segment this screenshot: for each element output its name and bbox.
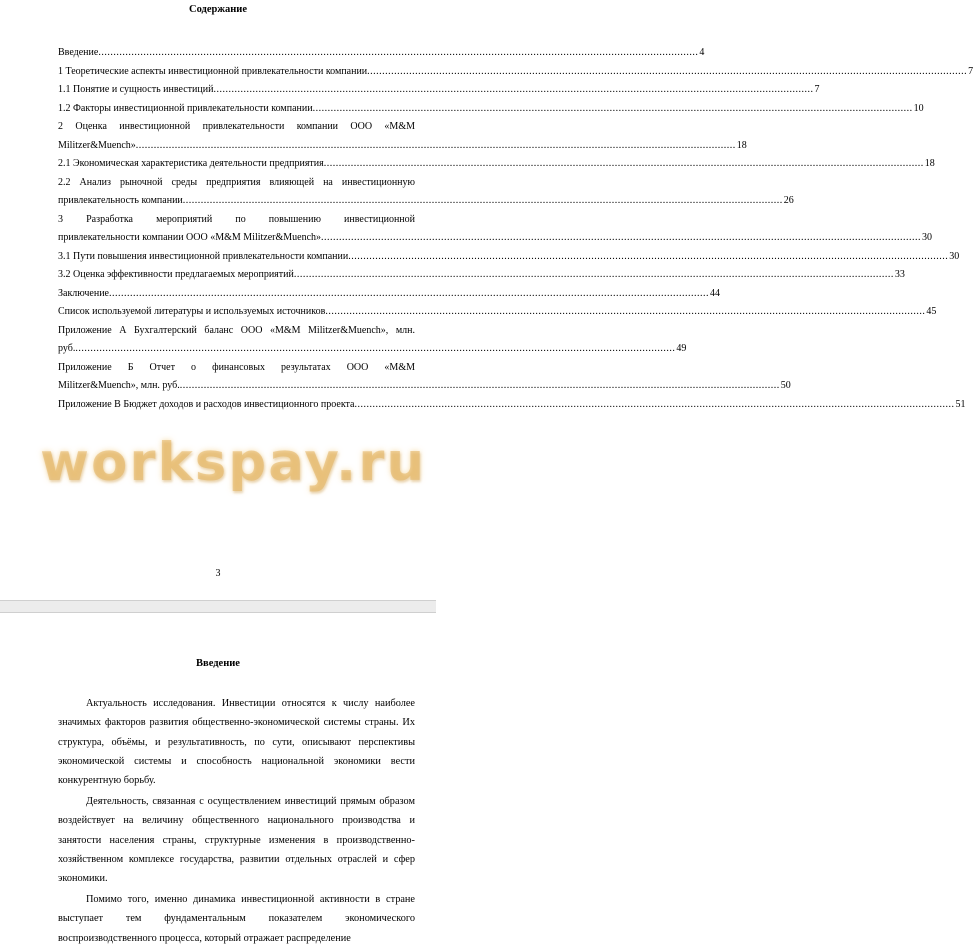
toc-leader-dots: ........................................................................................................................................................................................................ [75, 343, 676, 354]
introduction-body [58, 694, 415, 949]
toc-entry-text: 3.2 Оценка эффективности предлагаемых мероприятий [58, 269, 294, 280]
toc-entry-text: руб. [58, 343, 76, 354]
toc-entry-text: 2.2 Анализ рыночной среды предприятия влияющей на инвестиционную [58, 176, 415, 188]
toc-page-number: 26 [783, 195, 794, 206]
toc-page-number: 30 [949, 250, 960, 262]
toc-entry [58, 155, 935, 174]
introduction-title: Введение [196, 658, 240, 669]
toc-entry-text: 2 Оценка инвестиционной привлекательности компании ООО «M&M [58, 121, 415, 132]
toc-entry-text: Приложение А Бухгалтерский баланс ООО «M&M Militzer&Muench», млн. [58, 324, 415, 336]
toc-entry [58, 396, 966, 415]
toc-leader-dots: ........................................................................................................................................................................................................ [354, 398, 955, 410]
toc-entry-text: 1 Теоретические аспекты инвестиционной привлекательности компании [58, 65, 368, 77]
toc-leader-dots: ........................................................................................................................................................................................................ [98, 47, 699, 58]
toc-entry-text: 2.1 Экономическая характеристика деятельности предприятия [58, 158, 324, 169]
toc-page-number: 4 [699, 47, 705, 58]
table-of-contents [58, 44, 973, 414]
toc-entry [58, 303, 937, 322]
toc-entry [58, 63, 973, 82]
toc-leader-dots: ........................................................................................................................................................................................................ [135, 139, 736, 151]
toc-entry [58, 44, 705, 63]
toc-entry-text: 3.1 Пути повышения инвестиционной привлекательности компании [58, 250, 349, 262]
toc-leader-dots: ........................................................................................................................................................................................................ [312, 102, 913, 114]
toc-leader-dots: ........................................................................................................................................................................................................ [348, 250, 949, 262]
toc-entry-text: Заключение [58, 287, 109, 299]
toc-entry-text: Список используемой литературы и используемых источников [58, 306, 326, 317]
toc-leader-dots: ........................................................................................................................................................................................................ [325, 306, 926, 317]
toc-leader-dots: ........................................................................................................................................................................................................ [182, 195, 783, 206]
toc-entry [58, 359, 791, 396]
toc-leader-dots: ........................................................................................................................................................................................................ [367, 65, 968, 77]
toc-page-number: 49 [676, 343, 687, 354]
toc-entry [58, 174, 794, 211]
toc-entry [58, 100, 924, 119]
toc-entry [58, 211, 933, 248]
toc-entry-text: Приложение В Бюджет доходов и расходов инвестиционного проекта [58, 398, 355, 410]
toc-page-number: 10 [913, 102, 924, 114]
toc-entry-text: Militzer&Muench» [58, 139, 136, 151]
toc-page-number: 33 [894, 269, 905, 280]
toc-entry-text: 3 Разработка мероприятий по повышению инвестиционной [58, 213, 415, 225]
toc-entry [58, 118, 747, 155]
toc-page-number: 51 [955, 398, 966, 410]
toc-page-number: 18 [736, 139, 747, 151]
toc-entry [58, 322, 687, 359]
toc-entry [58, 248, 960, 267]
toc-leader-dots: ........................................................................................................................................................................................................ [323, 158, 924, 169]
toc-leader-dots: ........................................................................................................................................................................................................ [293, 269, 894, 280]
paragraph: Актуальность исследования. Инвестиции относятся к числу наиболее значимых факторов развития общественно-экономической системы страны. Их структура, объёмы, и результативность, по сути, описывают перспективы экономической системы и способность национальной экономики вести конкурентную борьбу. [58, 698, 415, 787]
toc-title: Содержание [189, 4, 247, 15]
toc-leader-dots: ........................................................................................................................................................................................................ [179, 380, 780, 391]
toc-page-number: 50 [780, 380, 791, 391]
toc-page-number: 7 [968, 65, 973, 77]
toc-page-number: 30 [922, 232, 933, 243]
toc-entry [58, 81, 820, 100]
toc-page-number: 44 [710, 287, 720, 299]
toc-entry-text: привлекательность компании [58, 195, 183, 206]
toc-entry-text: 1.2 Факторы инвестиционной привлекательности компании [58, 102, 313, 114]
document-page-2 [0, 613, 436, 944]
watermark: workspay.ru [40, 432, 427, 493]
toc-entry-text: Приложение Б Отчет о финансовых результатах ООО «M&M [58, 361, 415, 373]
toc-page-number: 45 [926, 306, 937, 317]
toc-page-number: 18 [924, 158, 935, 169]
toc-entry-text: 1.1 Понятие и сущность инвестиций [58, 84, 214, 95]
page-separator [0, 600, 436, 613]
toc-leader-dots: ........................................................................................................................................................................................................ [321, 232, 922, 243]
toc-leader-dots: ........................................................................................................................................................................................................ [213, 84, 814, 95]
toc-page-number: 7 [814, 84, 820, 95]
paragraph: Деятельность, связанная с осуществлением инвестиций прямым образом воздействует на величину общественного национального производства и занятости населения страны, структурные изменения в производственно-хозяйственном комплексе государства, развитии отдельных отраслей и сфер экономики. [58, 795, 415, 885]
toc-leader-dots: ........................................................................................................................................................................................................ [109, 287, 709, 299]
paragraph: Помимо того, именно динамика инвестиционной активности в стране выступает тем фундаментальным показателем экономического воспроизводственного процесса, который отражает распределение [58, 893, 415, 944]
toc-entry-text: Введение [58, 47, 99, 58]
toc-entry [58, 285, 720, 304]
page-number: 3 [215, 568, 221, 579]
toc-entry-text: привлекательности компании ООО «M&M Militzer&Muench» [58, 232, 322, 243]
toc-entry [58, 266, 905, 285]
toc-entry-text: Militzer&Muench», млн. руб. [58, 380, 180, 391]
